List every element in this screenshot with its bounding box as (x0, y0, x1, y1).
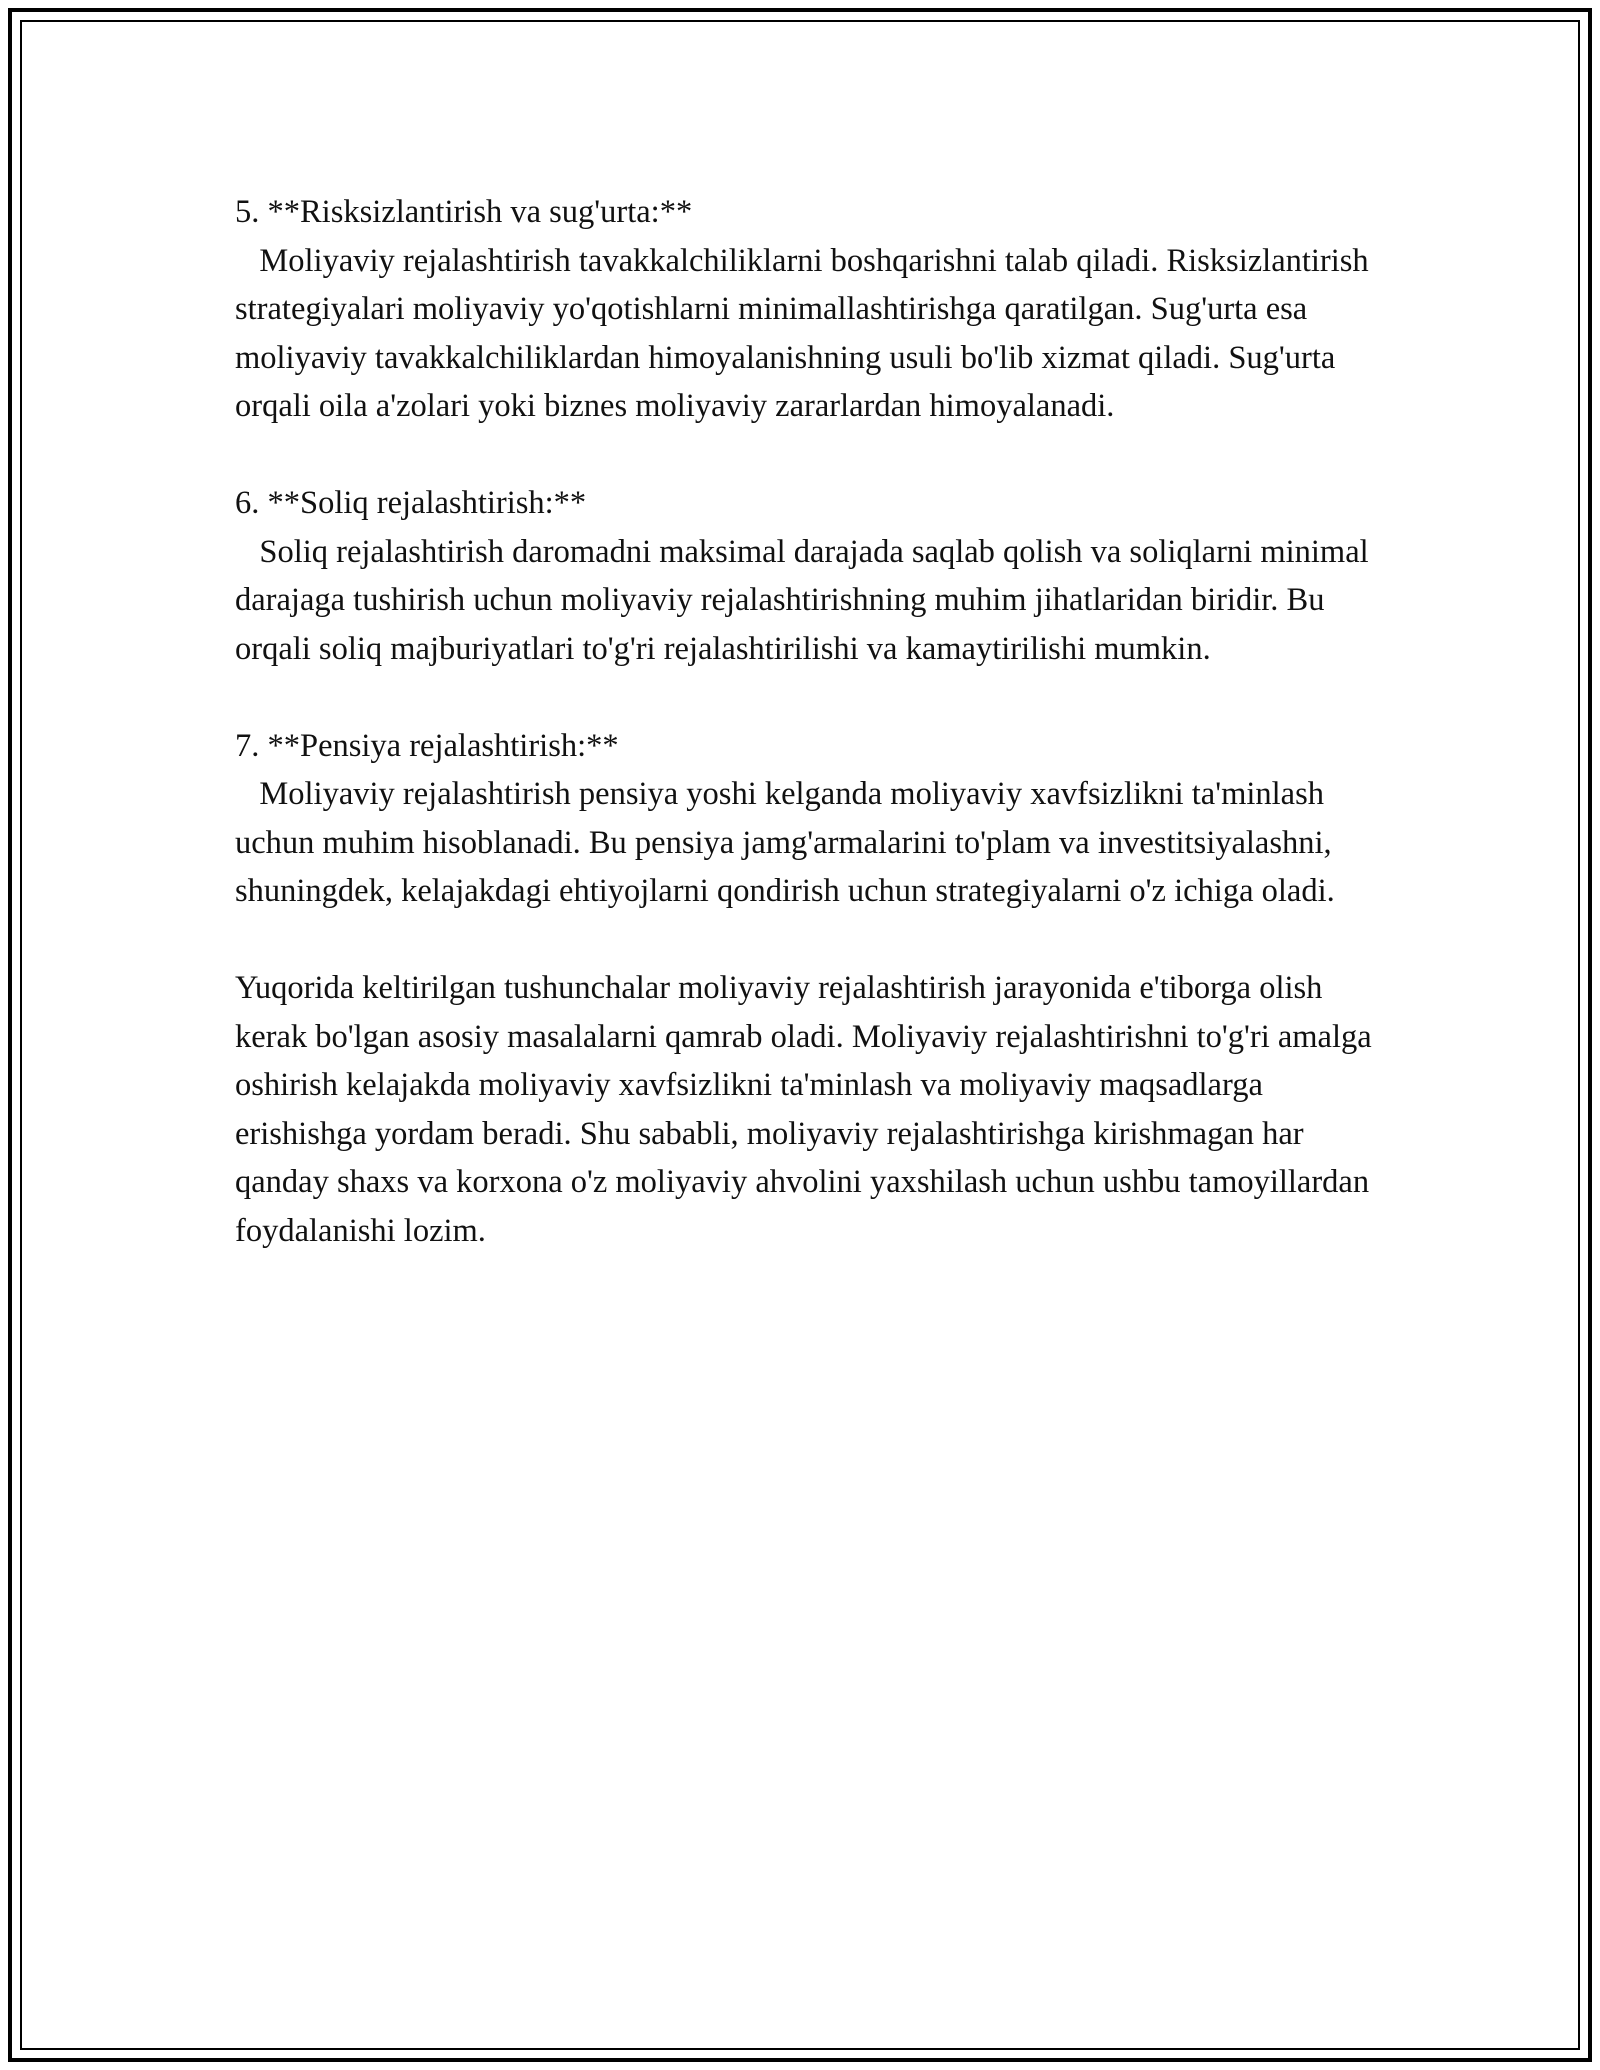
section-heading: 7. **Pensiya rejalashtirish:** (235, 727, 619, 764)
section-paragraph: Soliq rejalashtirish daromadni maksimal darajada saqlab qolish va soliqlarni minimal darajaga tushirish uchun moliyaviy rejalashtirishning muhim jihatlaridan biridir. Bu orqali soliq majburiyatlari to'g'ri rejalashtirilishi va kamaytirilishi mumkin. (235, 533, 1377, 667)
section-tax-planning (235, 479, 1375, 673)
section-paragraph: Moliyaviy rejalashtirish pensiya yoshi kelganda moliyaviy xavfsizlikni ta'minlash uchun muhim hisoblanadi. Bu pensiya jamg'armalarini to'plam va investitsiyalashni, shuningdek, kelajakdagi ehtiyojlarni qondirish uchun strategiyalarni o'z ichiga oladi. (235, 776, 1340, 909)
section-risk-insurance (235, 188, 1375, 431)
section-heading: 6. **Soliq rejalashtirish:** (235, 485, 587, 521)
conclusion-paragraph: Yuqorida keltirilgan tushunchalar moliyaviy rejalashtirish jarayonida e'tiborga olish kerak bo'lgan asosiy masalalarni qamrab oladi. Moliyaviy rejalashtirishni to'g'ri amalga oshirish kelajakda moliyaviy xavfsizlikni ta'minlash va moliyaviy maqsadlarga erishishga yordam beradi. Shu sababli, moliyaviy rejalashtirishga kirishmagan har qanday shaxs va korxona o'z moliyaviy ahvolini yaxshilash uchun ushbu tamoyillardan foydalanishi lozim. (235, 970, 1380, 1249)
section-pension-planning (235, 722, 1375, 916)
section-heading: 5. **Risksizlantirish va sug'urta:** (235, 194, 693, 230)
document-body (235, 188, 1380, 1255)
section-paragraph: Moliyaviy rejalashtirish tavakkalchiliklarni boshqarishni talab qiladi. Risksizlantirish strategiyalari moliyaviy yo'qotishlarni minimallashtirishga qaratilgan. Sug'urta esa moliyaviy tavakkalchiliklardan himoyalanishning usuli bo'lib xizmat qiladi. Sug'urta orqali oila a'zolari yoki biznes moliyaviy zararlardan himoyalanadi. (235, 242, 1377, 424)
